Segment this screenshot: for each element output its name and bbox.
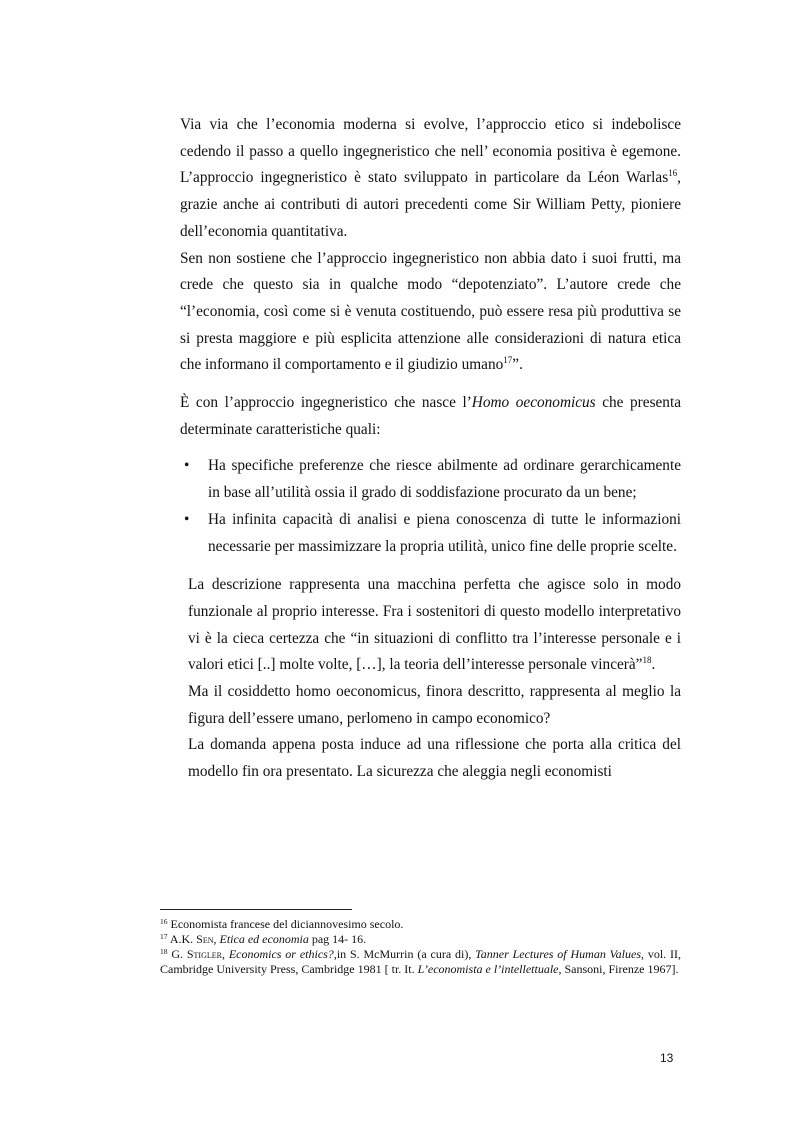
footnotes bbox=[160, 917, 681, 977]
footnote-separator bbox=[160, 909, 352, 910]
paragraph-1: Via via che l’economia moderna si evolve, l’approccio etico si indebolisce cedendo il passo a quello ingegneristico che nell’ economia positiva è egemone. L’approccio ingegneristico è stato sviluppato in particolare da Léon Warlas$^{16}$, grazie anche ai contributi di autori precedenti come Sir William Petty, pioniere dell’economia quantitativa. bbox=[180, 116, 681, 240]
paragraph-5: Ma il cosiddetto homo oeconomicus, finora descritto, rappresenta al meglio la figura dell’essere umano, perlomeno in campo economico? bbox=[188, 683, 681, 727]
body-text bbox=[180, 112, 681, 786]
footnote-ref-17: 17 bbox=[503, 355, 513, 366]
list-item: • Ha infinita capacità di analisi e piena conoscenza di tutte le informazioni necessarie per massimizzare la propria utilità, unico fine delle proprie scelte. bbox=[180, 507, 681, 560]
paragraph-3: È con l’approccio ingegneristico che nasce l’Homo oeconomicus che presenta determinate caratteristiche quali: bbox=[180, 394, 681, 438]
paragraph-6: La domanda appena posta induce ad una riflessione che porta alla critica del modello fin ora presentato. La sicurezza che aleggia negli economisti bbox=[188, 736, 681, 781]
bullet-icon: • bbox=[184, 510, 190, 528]
footnote-18: $^{18}$ G. Stigler, Economics or ethics?,in S. McMurrin (a cura di), Tanner Lectures of Human Values, vol. II, Cambridge University Press, Cambridge 1981 [ tr. It. L’economista e l’intellettuale, Sansoni, Firenze 1967]. bbox=[160, 947, 682, 976]
bullet-icon: • bbox=[184, 457, 190, 475]
paragraph-2: Sen non sostiene che l’approccio ingegneristico non abbia dato i suoi frutti, ma crede che questo sia in qualche modo “depotenziato”. L’autore crede che “l’economia, così come si è venuta costituendo, può essere resa più produttiva se si presta maggiore e più esplicita attenzione alle considerazioni di natura etica che informano il comportamento e il giudizio umano$^{17}$”. bbox=[180, 249, 681, 374]
paragraph-4: La descrizione rappresenta una macchina perfetta che agisce solo in modo funzionale al proprio interesse. Fra i sostenitori di questo modello interpretativo vi è la cieca certezza che “in situazioni di conflitto tra l’interesse personale e i valori etici [..] molte volte, […], la teoria dell’interesse personale vincerà”$^{18}$. bbox=[188, 576, 681, 674]
footnote-ref-18: 18 bbox=[642, 655, 652, 666]
footnote-ref-16: 16 bbox=[668, 168, 678, 179]
footnote-17: $^{17}$ A.K. Sen, Etica ed economia pag 14- 16. bbox=[160, 932, 367, 946]
indented-section bbox=[188, 572, 681, 786]
bullet-list bbox=[180, 453, 681, 560]
list-item: • Ha specifiche preferenze che riesce abilmente ad ordinare gerarchicamente in base all’utilità ossia il grado di soddisfazione procurato da un bene; bbox=[180, 453, 681, 506]
footnote-16: $^{16}$ Economista francese del diciannovesimo secolo. bbox=[160, 917, 404, 931]
page-number: 13 bbox=[660, 1051, 674, 1065]
